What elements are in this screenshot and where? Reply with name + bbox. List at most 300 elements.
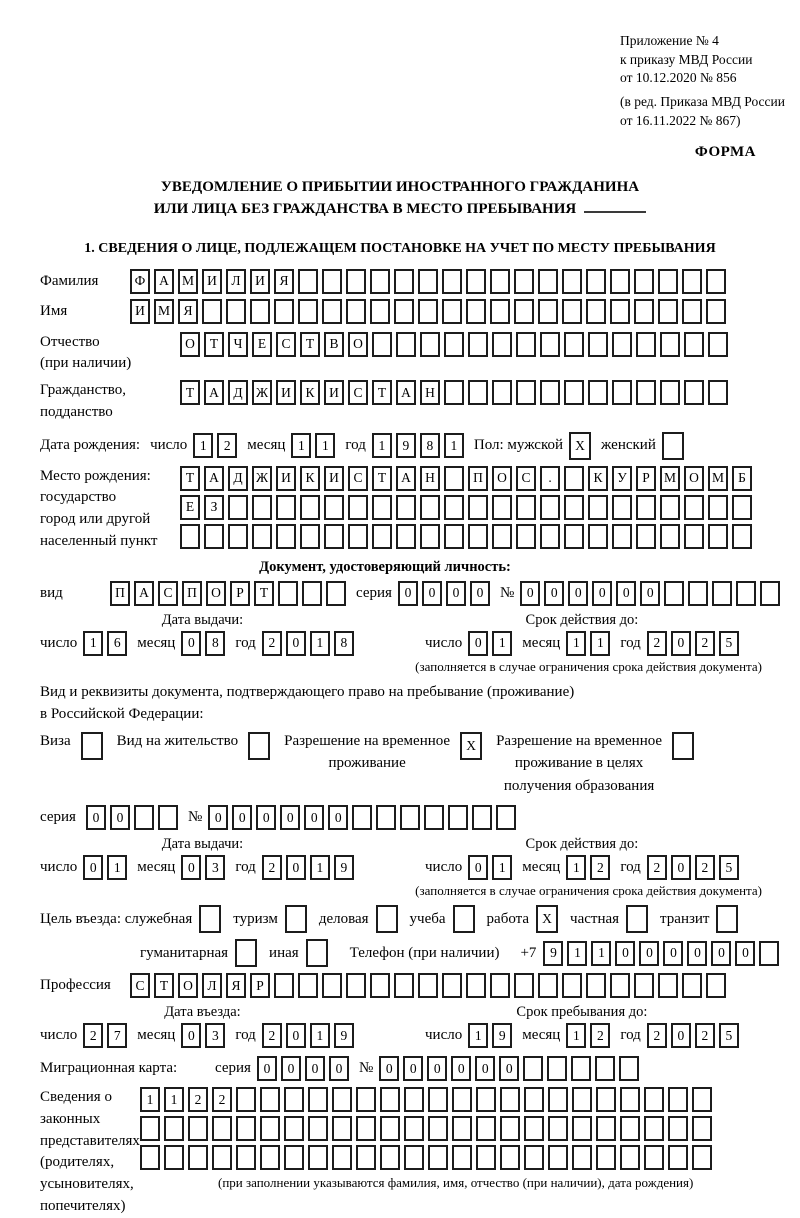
char-cell-empty[interactable]	[404, 1145, 424, 1170]
char-cell-empty[interactable]	[588, 380, 608, 405]
char-cell-filled[interactable]: 0	[329, 1056, 349, 1081]
char-cell-empty[interactable]	[540, 495, 560, 520]
char-cell-empty[interactable]	[732, 524, 752, 549]
char-cell-empty[interactable]	[523, 1056, 543, 1081]
char-cell-filled[interactable]: 1	[315, 433, 335, 458]
char-cell-filled[interactable]: 0	[181, 1023, 201, 1048]
char-cell-filled[interactable]: С	[516, 466, 536, 491]
char-cell-filled[interactable]: 1	[310, 631, 330, 656]
char-cell-empty[interactable]	[612, 380, 632, 405]
char-cell-empty[interactable]	[396, 524, 416, 549]
char-cell-filled[interactable]: 0	[446, 581, 466, 606]
char-cell-empty[interactable]	[452, 1145, 472, 1170]
char-cell-empty[interactable]	[404, 1116, 424, 1141]
char-cell-empty[interactable]	[538, 299, 558, 324]
char-cell-empty[interactable]	[346, 973, 366, 998]
char-cell-empty[interactable]	[586, 299, 606, 324]
char-cell-filled[interactable]: 0	[86, 805, 106, 830]
char-cell-filled[interactable]: И	[202, 269, 222, 294]
char-cell-empty[interactable]	[164, 1116, 184, 1141]
char-cell-empty[interactable]	[404, 1087, 424, 1112]
char-cell-empty[interactable]	[596, 1145, 616, 1170]
char-cell-empty[interactable]	[684, 380, 704, 405]
char-cell-empty[interactable]	[284, 1116, 304, 1141]
char-cell-empty[interactable]	[634, 973, 654, 998]
char-cell-empty[interactable]	[274, 299, 294, 324]
char-cell-empty[interactable]	[444, 524, 464, 549]
char-cell-empty[interactable]	[564, 495, 584, 520]
char-cell-empty[interactable]	[420, 524, 440, 549]
char-cell-filled[interactable]: 0	[544, 581, 564, 606]
char-cell-filled[interactable]: 1	[164, 1087, 184, 1112]
char-cell-filled[interactable]: 0	[110, 805, 130, 830]
char-cell-empty[interactable]	[468, 524, 488, 549]
char-cell-filled[interactable]: Т	[254, 581, 274, 606]
char-cell-empty[interactable]	[444, 495, 464, 520]
char-cell-empty[interactable]	[636, 332, 656, 357]
char-cell-empty[interactable]	[276, 495, 296, 520]
char-cell-empty[interactable]	[452, 1116, 472, 1141]
char-cell-filled[interactable]: 0	[671, 1023, 691, 1048]
char-cell-empty[interactable]	[660, 524, 680, 549]
char-cell-empty[interactable]	[562, 973, 582, 998]
char-cell-empty[interactable]	[252, 495, 272, 520]
char-cell-empty[interactable]	[444, 380, 464, 405]
char-cell-filled[interactable]: 1	[310, 855, 330, 880]
char-cell-filled[interactable]: О	[348, 332, 368, 357]
char-cell-filled[interactable]: А	[204, 466, 224, 491]
char-cell-filled[interactable]: 5	[719, 1023, 739, 1048]
char-cell-filled[interactable]: Я	[274, 269, 294, 294]
char-cell-empty[interactable]	[682, 269, 702, 294]
char-cell-filled[interactable]: М	[660, 466, 680, 491]
char-cell-empty[interactable]	[644, 1116, 664, 1141]
char-cell-empty[interactable]	[588, 332, 608, 357]
char-cell-filled[interactable]: 0	[256, 805, 276, 830]
char-cell-filled[interactable]: 1	[444, 433, 464, 458]
char-cell-empty[interactable]	[514, 269, 534, 294]
char-cell-empty[interactable]	[586, 269, 606, 294]
char-cell-filled[interactable]: Л	[202, 973, 222, 998]
char-cell-filled[interactable]: С	[158, 581, 178, 606]
char-cell-filled[interactable]: 1	[83, 631, 103, 656]
char-cell-empty[interactable]	[380, 1087, 400, 1112]
char-cell-filled[interactable]: 2	[262, 1023, 282, 1048]
char-cell-empty[interactable]	[588, 524, 608, 549]
char-cell-empty[interactable]	[706, 299, 726, 324]
char-cell-empty[interactable]	[572, 1145, 592, 1170]
char-cell-filled[interactable]: Ч	[228, 332, 248, 357]
char-cell-filled[interactable]: О	[492, 466, 512, 491]
char-cell-empty[interactable]	[468, 332, 488, 357]
char-cell-empty[interactable]	[516, 332, 536, 357]
char-cell-empty[interactable]	[564, 524, 584, 549]
char-cell-filled[interactable]: О	[684, 466, 704, 491]
char-cell-empty[interactable]	[212, 1116, 232, 1141]
char-cell-filled[interactable]: И	[130, 299, 150, 324]
char-cell-empty[interactable]	[372, 495, 392, 520]
char-cell-filled[interactable]: О	[178, 973, 198, 998]
char-cell-empty[interactable]	[188, 1145, 208, 1170]
char-cell-filled[interactable]: Р	[636, 466, 656, 491]
char-cell-filled[interactable]: 1	[193, 433, 213, 458]
char-cell-empty[interactable]	[302, 581, 322, 606]
char-cell-empty[interactable]	[644, 1087, 664, 1112]
char-cell-empty[interactable]	[284, 1145, 304, 1170]
char-cell-empty[interactable]	[370, 299, 390, 324]
char-cell-filled[interactable]: 9	[396, 433, 416, 458]
char-cell-empty[interactable]	[466, 973, 486, 998]
char-cell-empty[interactable]	[394, 299, 414, 324]
char-cell-filled[interactable]: 1	[140, 1087, 160, 1112]
char-cell-empty[interactable]	[712, 581, 732, 606]
char-cell-filled[interactable]: 0	[208, 805, 228, 830]
char-cell-empty[interactable]	[332, 1087, 352, 1112]
char-cell-empty[interactable]	[626, 905, 648, 933]
char-cell-empty[interactable]	[514, 973, 534, 998]
char-cell-empty[interactable]	[322, 269, 342, 294]
char-cell-empty[interactable]	[708, 332, 728, 357]
char-cell-filled[interactable]: 1	[291, 433, 311, 458]
char-cell-filled[interactable]: А	[204, 380, 224, 405]
char-cell-empty[interactable]	[284, 1087, 304, 1112]
char-cell-filled[interactable]: 1	[566, 855, 586, 880]
char-cell-empty[interactable]	[658, 973, 678, 998]
char-cell-filled[interactable]: М	[154, 299, 174, 324]
char-cell-filled[interactable]: 0	[735, 941, 755, 966]
char-cell-filled[interactable]: 2	[695, 855, 715, 880]
char-cell-empty[interactable]	[418, 973, 438, 998]
char-cell-empty[interactable]	[548, 1145, 568, 1170]
char-cell-empty[interactable]	[442, 299, 462, 324]
char-cell-empty[interactable]	[708, 380, 728, 405]
char-cell-empty[interactable]	[662, 432, 684, 460]
char-cell-filled[interactable]: С	[348, 466, 368, 491]
char-cell-empty[interactable]	[394, 973, 414, 998]
char-cell-empty[interactable]	[547, 1056, 567, 1081]
char-cell-empty[interactable]	[620, 1145, 640, 1170]
char-cell-filled[interactable]: 9	[492, 1023, 512, 1048]
char-cell-empty[interactable]	[500, 1116, 520, 1141]
char-cell-empty[interactable]	[610, 973, 630, 998]
char-cell-filled[interactable]: 1	[591, 941, 611, 966]
char-cell-empty[interactable]	[140, 1145, 160, 1170]
char-cell-empty[interactable]	[298, 269, 318, 294]
char-cell-filled[interactable]: 7	[107, 1023, 127, 1048]
char-cell-filled[interactable]: М	[178, 269, 198, 294]
char-cell-filled[interactable]: 0	[286, 631, 306, 656]
char-cell-empty[interactable]	[612, 332, 632, 357]
char-cell-empty[interactable]	[276, 524, 296, 549]
char-cell-filled[interactable]: 1	[310, 1023, 330, 1048]
char-cell-empty[interactable]	[199, 905, 221, 933]
char-cell-empty[interactable]	[716, 905, 738, 933]
char-cell-empty[interactable]	[188, 1116, 208, 1141]
char-cell-filled[interactable]: 0	[687, 941, 707, 966]
char-cell-filled[interactable]: А	[396, 380, 416, 405]
char-cell-empty[interactable]	[540, 524, 560, 549]
char-cell-empty[interactable]	[158, 805, 178, 830]
char-cell-filled[interactable]: 2	[695, 1023, 715, 1048]
char-cell-empty[interactable]	[428, 1145, 448, 1170]
char-cell-empty[interactable]	[692, 1087, 712, 1112]
char-cell-filled[interactable]: 0	[257, 1056, 277, 1081]
char-cell-filled[interactable]: Т	[204, 332, 224, 357]
char-cell-filled[interactable]: 0	[181, 855, 201, 880]
char-cell-empty[interactable]	[308, 1116, 328, 1141]
char-cell-empty[interactable]	[634, 299, 654, 324]
char-cell-filled[interactable]: С	[130, 973, 150, 998]
char-cell-empty[interactable]	[468, 495, 488, 520]
char-cell-empty[interactable]	[140, 1116, 160, 1141]
char-cell-filled[interactable]: 0	[181, 631, 201, 656]
char-cell-filled[interactable]: А	[396, 466, 416, 491]
char-cell-filled[interactable]: 2	[590, 1023, 610, 1048]
char-cell-empty[interactable]	[418, 299, 438, 324]
char-cell-filled[interactable]: 1	[372, 433, 392, 458]
char-cell-empty[interactable]	[180, 524, 200, 549]
char-cell-empty[interactable]	[708, 524, 728, 549]
char-cell-filled[interactable]: К	[300, 380, 320, 405]
char-cell-filled[interactable]: 1	[567, 941, 587, 966]
char-cell-empty[interactable]	[356, 1087, 376, 1112]
char-cell-empty[interactable]	[634, 269, 654, 294]
char-cell-filled[interactable]: 0	[379, 1056, 399, 1081]
char-cell-filled[interactable]: 0	[616, 581, 636, 606]
char-cell-filled[interactable]: Д	[228, 466, 248, 491]
char-cell-filled[interactable]: 0	[232, 805, 252, 830]
char-cell-empty[interactable]	[562, 269, 582, 294]
char-cell-filled[interactable]: 0	[468, 631, 488, 656]
char-cell-empty[interactable]	[516, 524, 536, 549]
char-cell-filled[interactable]: С	[348, 380, 368, 405]
char-cell-empty[interactable]	[453, 905, 475, 933]
char-cell-empty[interactable]	[548, 1116, 568, 1141]
char-cell-empty[interactable]	[540, 380, 560, 405]
char-cell-filled[interactable]: Ж	[252, 466, 272, 491]
char-cell-empty[interactable]	[466, 299, 486, 324]
char-cell-filled[interactable]: .	[540, 466, 560, 491]
char-cell-filled[interactable]: Ж	[252, 380, 272, 405]
char-cell-empty[interactable]	[476, 1145, 496, 1170]
char-cell-filled[interactable]: Е	[252, 332, 272, 357]
char-cell-filled[interactable]: И	[276, 380, 296, 405]
char-cell-filled[interactable]: К	[300, 466, 320, 491]
char-cell-empty[interactable]	[672, 732, 694, 760]
char-cell-empty[interactable]	[308, 1145, 328, 1170]
char-cell-empty[interactable]	[588, 495, 608, 520]
char-cell-empty[interactable]	[300, 524, 320, 549]
char-cell-empty[interactable]	[476, 1116, 496, 1141]
char-cell-filled[interactable]: 0	[427, 1056, 447, 1081]
char-cell-filled[interactable]: 6	[107, 631, 127, 656]
char-cell-empty[interactable]	[476, 1087, 496, 1112]
char-cell-empty[interactable]	[332, 1145, 352, 1170]
char-cell-empty[interactable]	[370, 973, 390, 998]
char-cell-filled[interactable]: К	[588, 466, 608, 491]
char-cell-filled[interactable]: 1	[107, 855, 127, 880]
char-cell-empty[interactable]	[370, 269, 390, 294]
char-cell-filled[interactable]: В	[324, 332, 344, 357]
char-cell-empty[interactable]	[658, 269, 678, 294]
char-cell-empty[interactable]	[492, 524, 512, 549]
char-cell-empty[interactable]	[324, 524, 344, 549]
char-cell-empty[interactable]	[514, 299, 534, 324]
char-cell-empty[interactable]	[596, 1116, 616, 1141]
char-cell-empty[interactable]	[236, 1087, 256, 1112]
char-cell-filled[interactable]: 1	[566, 1023, 586, 1048]
char-cell-empty[interactable]	[346, 299, 366, 324]
char-cell-empty[interactable]	[562, 299, 582, 324]
char-cell-filled[interactable]: Р	[230, 581, 250, 606]
char-cell-empty[interactable]	[448, 805, 468, 830]
char-cell-empty[interactable]	[586, 973, 606, 998]
char-cell-empty[interactable]	[492, 380, 512, 405]
char-cell-empty[interactable]	[444, 332, 464, 357]
char-cell-filled[interactable]: А	[134, 581, 154, 606]
char-cell-filled[interactable]: 0	[403, 1056, 423, 1081]
char-cell-empty[interactable]	[490, 299, 510, 324]
char-cell-empty[interactable]	[452, 1087, 472, 1112]
char-cell-empty[interactable]	[134, 805, 154, 830]
char-cell-filled[interactable]: 0	[286, 855, 306, 880]
char-cell-filled[interactable]: 0	[468, 855, 488, 880]
char-cell-filled[interactable]: Т	[154, 973, 174, 998]
char-cell-filled[interactable]: 0	[304, 805, 324, 830]
char-cell-empty[interactable]	[212, 1145, 232, 1170]
char-cell-filled[interactable]: З	[204, 495, 224, 520]
char-cell-empty[interactable]	[538, 973, 558, 998]
char-cell-filled[interactable]: П	[182, 581, 202, 606]
char-cell-empty[interactable]	[202, 299, 222, 324]
char-cell-filled[interactable]: 9	[543, 941, 563, 966]
char-cell-filled[interactable]: И	[250, 269, 270, 294]
char-cell-empty[interactable]	[420, 495, 440, 520]
char-cell-filled[interactable]: У	[612, 466, 632, 491]
char-cell-empty[interactable]	[490, 973, 510, 998]
char-cell-empty[interactable]	[376, 905, 398, 933]
char-cell-filled[interactable]: О	[180, 332, 200, 357]
char-cell-empty[interactable]	[619, 1056, 639, 1081]
char-cell-filled[interactable]: 0	[520, 581, 540, 606]
char-cell-empty[interactable]	[684, 332, 704, 357]
char-cell-filled[interactable]: О	[206, 581, 226, 606]
char-cell-filled[interactable]: А	[154, 269, 174, 294]
char-cell-filled[interactable]: Л	[226, 269, 246, 294]
char-cell-empty[interactable]	[564, 466, 584, 491]
char-cell-filled[interactable]: 5	[719, 631, 739, 656]
char-cell-empty[interactable]	[466, 269, 486, 294]
char-cell-empty[interactable]	[372, 524, 392, 549]
char-cell-empty[interactable]	[668, 1116, 688, 1141]
char-cell-filled[interactable]: Б	[732, 466, 752, 491]
char-cell-empty[interactable]	[682, 973, 702, 998]
char-cell-filled[interactable]: 0	[305, 1056, 325, 1081]
char-cell-empty[interactable]	[428, 1116, 448, 1141]
char-cell-empty[interactable]	[692, 1116, 712, 1141]
char-cell-filled[interactable]: 1	[492, 631, 512, 656]
char-cell-filled[interactable]: 0	[568, 581, 588, 606]
char-cell-empty[interactable]	[688, 581, 708, 606]
char-cell-filled[interactable]: И	[324, 466, 344, 491]
char-cell-empty[interactable]	[274, 973, 294, 998]
char-cell-empty[interactable]	[760, 581, 780, 606]
char-cell-filled[interactable]: X	[460, 732, 482, 760]
char-cell-empty[interactable]	[658, 299, 678, 324]
char-cell-empty[interactable]	[442, 269, 462, 294]
char-cell-filled[interactable]: 1	[492, 855, 512, 880]
char-cell-empty[interactable]	[226, 299, 246, 324]
char-cell-empty[interactable]	[322, 973, 342, 998]
char-cell-filled[interactable]: Я	[226, 973, 246, 998]
char-cell-empty[interactable]	[684, 495, 704, 520]
char-cell-empty[interactable]	[306, 939, 328, 967]
char-cell-filled[interactable]: И	[324, 380, 344, 405]
char-cell-filled[interactable]: П	[468, 466, 488, 491]
char-cell-empty[interactable]	[706, 973, 726, 998]
char-cell-filled[interactable]: 8	[420, 433, 440, 458]
char-cell-filled[interactable]: И	[276, 466, 296, 491]
char-cell-empty[interactable]	[396, 495, 416, 520]
char-cell-empty[interactable]	[636, 524, 656, 549]
char-cell-filled[interactable]: Р	[250, 973, 270, 998]
char-cell-filled[interactable]: С	[276, 332, 296, 357]
char-cell-empty[interactable]	[496, 805, 516, 830]
char-cell-filled[interactable]: 8	[205, 631, 225, 656]
char-cell-filled[interactable]: 0	[639, 941, 659, 966]
char-cell-filled[interactable]: 2	[647, 631, 667, 656]
char-cell-empty[interactable]	[612, 495, 632, 520]
char-cell-filled[interactable]: 0	[711, 941, 731, 966]
char-cell-filled[interactable]: 2	[695, 631, 715, 656]
char-cell-empty[interactable]	[322, 299, 342, 324]
char-cell-empty[interactable]	[348, 524, 368, 549]
char-cell-empty[interactable]	[380, 1116, 400, 1141]
char-cell-filled[interactable]: 0	[422, 581, 442, 606]
char-cell-empty[interactable]	[571, 1056, 591, 1081]
char-cell-empty[interactable]	[235, 939, 257, 967]
char-cell-empty[interactable]	[620, 1116, 640, 1141]
char-cell-empty[interactable]	[564, 332, 584, 357]
char-cell-filled[interactable]: 0	[640, 581, 660, 606]
char-cell-filled[interactable]: 2	[83, 1023, 103, 1048]
char-cell-empty[interactable]	[424, 805, 444, 830]
char-cell-empty[interactable]	[492, 332, 512, 357]
char-cell-empty[interactable]	[164, 1145, 184, 1170]
char-cell-filled[interactable]: Т	[372, 466, 392, 491]
char-cell-empty[interactable]	[732, 495, 752, 520]
char-cell-empty[interactable]	[524, 1116, 544, 1141]
char-cell-filled[interactable]: X	[569, 432, 591, 460]
char-cell-empty[interactable]	[759, 941, 779, 966]
char-cell-filled[interactable]: 0	[592, 581, 612, 606]
char-cell-filled[interactable]: 0	[286, 1023, 306, 1048]
char-cell-filled[interactable]: 0	[280, 805, 300, 830]
char-cell-filled[interactable]: 0	[281, 1056, 301, 1081]
char-cell-empty[interactable]	[736, 581, 756, 606]
char-cell-filled[interactable]: 0	[663, 941, 683, 966]
char-cell-empty[interactable]	[500, 1145, 520, 1170]
char-cell-empty[interactable]	[428, 1087, 448, 1112]
char-cell-empty[interactable]	[572, 1087, 592, 1112]
char-cell-filled[interactable]: 3	[205, 855, 225, 880]
char-cell-empty[interactable]	[352, 805, 372, 830]
char-cell-empty[interactable]	[81, 732, 103, 760]
char-cell-empty[interactable]	[468, 380, 488, 405]
char-cell-filled[interactable]: 2	[647, 855, 667, 880]
char-cell-filled[interactable]: 0	[83, 855, 103, 880]
char-cell-empty[interactable]	[660, 380, 680, 405]
